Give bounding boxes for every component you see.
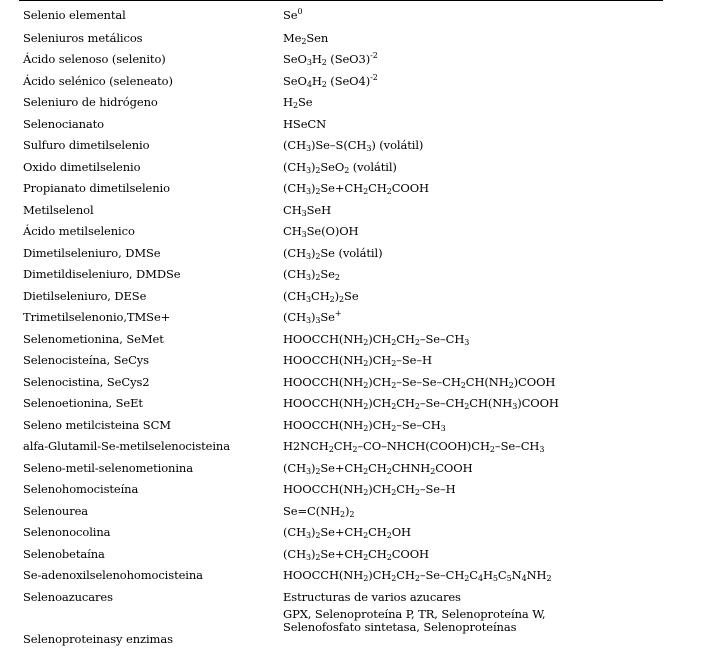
table-row (23, 414, 663, 436)
table-row (23, 500, 663, 522)
compound-name: Ácido metilselenico (23, 224, 135, 239)
compound-name: Seleno metilcisteina SCM (23, 417, 171, 432)
compound-formula: GPX, Selenoproteína P, TR, Selenoproteína W, Selenofosfato sintetasa, Selenoproteínas (283, 606, 546, 634)
compound-name: Selenometionina, SeMet (23, 331, 164, 346)
table-row (23, 135, 663, 157)
compound-name: Selenocianato (23, 116, 104, 131)
table-row (23, 350, 663, 372)
compound-name: Trimetilselenonio,TMSe+ (23, 310, 171, 325)
compound-formula: $(CH_3CH_2)_2Se$ (283, 288, 359, 304)
compound-formula: $SeO_3H_2$ $(SeO3)^{-2}$ (283, 51, 378, 68)
compound-name: Metilselenol (23, 202, 94, 217)
table-row (23, 307, 663, 329)
table-row (23, 479, 663, 501)
table-row (23, 285, 663, 307)
compound-name: Selenobetaína (23, 546, 105, 561)
compound-formula: $CH_3SeH$ (283, 202, 332, 218)
table-row (23, 221, 663, 243)
compound-name: Seleno-metil-selenometionina (23, 460, 193, 475)
compound-formula: $Me_2Sen$ (283, 30, 329, 46)
table-row (23, 457, 663, 479)
compound-name: Selenourea (23, 503, 89, 518)
compound-name: Seleniuros metálicos (23, 30, 143, 45)
table-row (23, 178, 663, 200)
compound-name: Dimetildiseleniuro, DMDSe (23, 267, 181, 282)
compound-name: Oxido dimetilselenio (23, 159, 141, 174)
compound-formula: $(CH_3)_2Se+CH_2CH_2COOH$ (283, 546, 429, 562)
table-row (23, 113, 663, 135)
compound-name: Selenoazucares (23, 589, 113, 604)
compound-formula: $HOOCCH(NH_2)CH_2CH_2-Se-CH_2C_4H_5C_5N_4NH_2$ (283, 568, 552, 584)
compound-formula: $HOOCCH(NH_2)CH_2CH_2-Se-H$ (283, 482, 456, 498)
table-row (23, 543, 663, 565)
table-row (23, 156, 663, 178)
compound-name: Selenoproteinasy enzimas (23, 631, 173, 646)
compound-name: Se-adenoxilselenohomocisteina (23, 568, 203, 583)
compound-formula: $(CH_3)_2Se$ (volátil) (283, 245, 383, 261)
compound-formula: $(CH_3)_2Se+CH_2CH_2COOH$ (283, 181, 429, 197)
compound-name: Selenocistina, SeCys2 (23, 374, 150, 389)
compound-formula: $HOOCCH(NH_2)CH_2-Se-H$ (283, 353, 432, 369)
table-row (23, 27, 663, 49)
compound-formula: $(CH_3)_2Se+CH_2CH_2OH$ (283, 525, 411, 541)
table-top-rule (19, 0, 663, 1)
compound-formula: $HOOCCH(NH_2)CH_2CH_2-Se-CH_3$ (283, 331, 470, 347)
compound-formula: Se$^0$ (283, 6, 303, 22)
compound-name: Dimetilseleniuro, DMSe (23, 245, 161, 260)
compound-name: Selenohomocisteína (23, 482, 139, 497)
compound-formula: HSeCN (283, 116, 327, 131)
compound-name: alfa-Glutamil-Se-metilselenocisteina (23, 439, 230, 454)
table-row (23, 199, 663, 221)
compound-name: Selenocisteína, SeCys (23, 353, 149, 368)
compound-formula: $HOOCCH(NH_2)CH_2CH_2-Se-CH_2CH(NH_3)COOH$ (283, 396, 559, 412)
compound-name: Selenio elemental (23, 7, 126, 22)
table-row (23, 393, 663, 415)
table-row (23, 586, 663, 608)
table-row (23, 242, 663, 264)
compound-formula: $SeO_4H_2$ $(SeO4)^{-2}$ (283, 72, 378, 89)
compound-name: Ácido selenoso (selenito) (23, 52, 166, 67)
compound-name: Ácido selénico (seleneato) (23, 73, 173, 88)
compound-formula: $(CH_3)_2Se_2$ (283, 267, 340, 283)
table-row (23, 328, 663, 350)
compound-formula: $H_2Se$ (283, 95, 313, 111)
compound-formula: $Se=C(NH_2)_2$ (283, 503, 355, 519)
compound-formula: $HOOCCH(NH_2)CH_2-Se-Se-CH_2CH(NH_2)COOH$ (283, 374, 556, 390)
table-row (23, 608, 663, 650)
table-row (23, 2, 663, 27)
compound-name: Dietilseleniuro, DESe (23, 288, 147, 303)
compound-name: Seleniuro de hidrógeno (23, 95, 158, 110)
compound-formula: $(CH_3)Se-S(CH_3)$ (volátil) (283, 138, 424, 154)
table-row (23, 70, 663, 92)
compound-formula: $H2NCH_2CH_2-CO-NHCH(COOH)CH_2-Se-CH_3$ (283, 439, 545, 455)
selenium-compounds-table (23, 2, 663, 650)
compound-formula: Estructuras de varios azucares (283, 589, 461, 604)
compound-formula: $CH_3Se(O)OH$ (283, 224, 359, 240)
compound-formula: $(CH_3)_2SeO_2$ (volátil) (283, 159, 397, 175)
compound-formula: $HOOCCH(NH_2)CH_2-Se-CH_3$ (283, 417, 446, 433)
compound-name: Sulfuro dimetilselenio (23, 138, 150, 153)
table-row (23, 565, 663, 587)
table-row (23, 522, 663, 544)
compound-name: Propianato dimetilselenio (23, 181, 170, 196)
table-row (23, 92, 663, 114)
compound-name: Selenonocolina (23, 525, 111, 540)
table-row (23, 264, 663, 286)
compound-formula: $(CH_3)_3Se^+$ (283, 309, 342, 326)
table-row (23, 436, 663, 458)
compound-formula: $(CH_3)_2Se+CH_2CH_2CHNH_2COOH$ (283, 460, 473, 476)
table-row (23, 49, 663, 71)
table-row (23, 371, 663, 393)
compound-name: Selenoetionina, SeEt (23, 396, 143, 411)
